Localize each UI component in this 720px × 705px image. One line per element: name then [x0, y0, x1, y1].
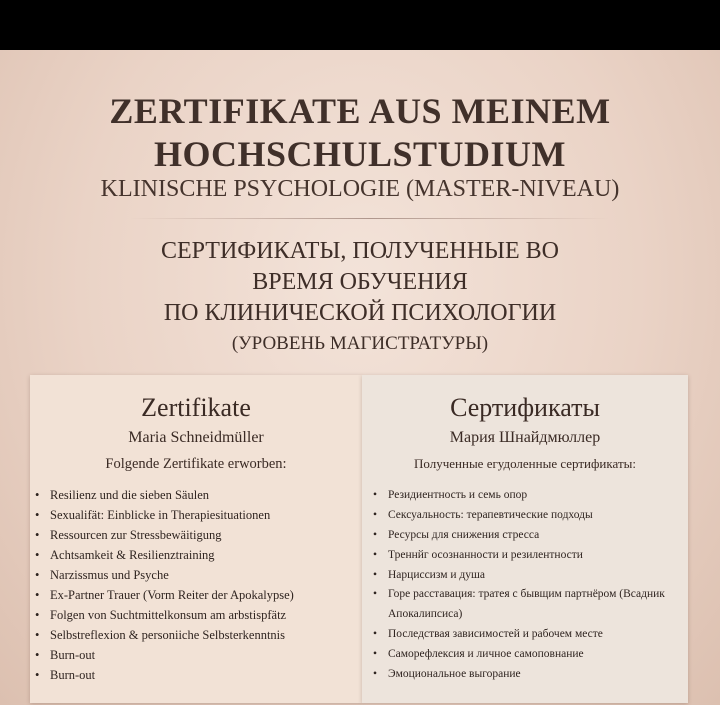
title-line-2: HOCHSCHULSTUDIUM — [153, 134, 567, 174]
list-item: • Ex-Partner Trauer (Vorm Reiter der Apokalypse) — [32, 585, 360, 605]
divider — [130, 218, 610, 219]
list-item: • Sexualifät: Einblicke in Therapiesituationen — [32, 505, 360, 525]
list-item: • Folgen von Suchtmittelkonsum am arbstispfätz — [32, 605, 360, 625]
russian-title-line-2: ВРЕМЯ ОБУЧЕНИЯ — [252, 269, 468, 295]
list-item: • Нарциссизм и душа — [370, 565, 686, 585]
list-item: • Narzissmus und Psyche — [32, 565, 360, 585]
list-item: • Саморефлексия и личное самоповнание — [370, 644, 686, 664]
certificate-poster — [0, 50, 720, 705]
list-item: • Burn-out — [32, 665, 360, 685]
subtitle: KLINISCHE PSYCHOLOGIE (MASTER-NIVEAU) — [100, 176, 620, 202]
russian-title-line-3: ПО КЛИНИЧЕСКОЙ ПСИХОЛОГИИ — [163, 300, 557, 326]
panel-title: Zertifikate — [141, 393, 251, 422]
list-item: • Горе расставация: тратея с бывщим партнёром (Всадник Апокалипсиса) — [370, 585, 686, 624]
list-item: • Резидиентность и семь опор — [370, 485, 686, 505]
list-item: • Burn-out — [32, 645, 360, 665]
list-item: • Ressourcen zur Stressbewäitigung — [32, 525, 360, 545]
list-item: • Resilienz und die sieben Säulen — [32, 485, 360, 505]
panel-name: Maria Schneidmüller — [128, 429, 264, 446]
certificate-list — [370, 485, 686, 684]
list-item: • Ресурсы для снижения стресса — [370, 525, 686, 545]
list-item: • Achtsamkeit & Resilienztraining — [32, 545, 360, 565]
panel-title: Сертификаты — [450, 393, 600, 422]
panel-intro: Полученные егудоленные сертификаты: — [414, 456, 636, 471]
top-black-bar — [0, 0, 720, 50]
list-item: • Последствая зависимостей и рабочем месте — [370, 624, 686, 644]
panel-name: Мария Шнайдмюллер — [449, 429, 601, 446]
panel-intro: Folgende Zertifikate erworben: — [105, 456, 287, 472]
list-item: • Треннйг осознанности и резилентности — [370, 545, 686, 565]
list-item: • Selbstreflexion & personiiche Selbsterkenntnis — [32, 625, 360, 645]
list-item: • Эмоциональное выгорание — [370, 664, 686, 684]
russian-title-line-4: (УРОВЕНЬ МАГИСТРАТУРЫ) — [231, 333, 489, 354]
german-certificate-panel — [30, 375, 362, 703]
russian-title-line-1: СЕРТИФИКАТЫ, ПОЛУЧЕННЫЕ ВО — [160, 238, 559, 264]
title-line-1: ZERTIFIKATE AUS MEINEM — [109, 91, 611, 131]
list-item: • Сексуальность: терапевтические подходы — [370, 505, 686, 525]
russian-certificate-panel — [362, 375, 688, 703]
certificate-list — [32, 485, 360, 685]
